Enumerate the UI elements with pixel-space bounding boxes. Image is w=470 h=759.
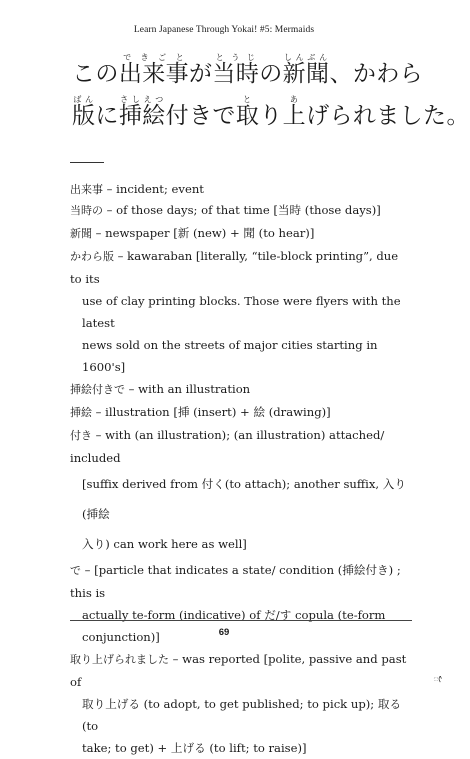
gloss-line: 挿絵 – illustration [挿 (insert) + 絵 (drawing)] [70,405,331,420]
gloss-line: 取り上げる (to adopt, to get published; to pick up); 取る (to [82,697,402,734]
gloss-line: 当時の – of those days; of that time [当時 (those days)] [70,203,381,218]
ruby-word: 挿絵さしえつ [118,95,166,129]
gloss-line: 付き – with (an illustration); (an illustration) attached/ included [70,428,385,466]
gloss-line: かわら版 – kawaraban [literally, “tile-block printing”, due to its [70,249,399,287]
gloss-line: use of clay printing blocks. Those were flyers with the latest [82,294,401,331]
sentence-text: 、かわら [329,61,424,87]
gloss-line: 出来事 – incident; event [70,182,204,196]
ruby-word: 出来事できごと [118,53,190,87]
gloss-line: で – [particle that indicates a state/ condition (挿絵付き) ; this is [70,563,401,601]
ruby-word: 上あ [282,95,307,129]
sentence-text: この [72,61,119,87]
gloss-line: 取り上げられました – was reported [polite, passive and past of [70,652,407,690]
gloss-line: [suffix derived from 付く(to attach); another suffix, 入り(挿絵 [82,477,406,522]
gloss-line: 挿絵付きで – with an illustration [70,382,251,397]
gloss-line: news sold on the streets of major cities starting in 1600's] [82,338,378,375]
example-sentence-line-1 [72,53,423,87]
ruby-word: 取と [235,95,260,129]
ruby-word: 当時とうじ [212,53,260,87]
example-sentence-line-2 [72,95,470,129]
sentence-text: が [189,61,213,87]
gloss-line: take; to get) + 上げる (to lift; to raise)] [82,741,307,756]
section-divider [70,162,104,163]
gloss-line: actually te-form (indicative) of だ/す copula (te-form [82,608,386,623]
running-header: Learn Japanese Through Yokai! #5: Mermaids [133,25,315,35]
page-number: 69 [218,627,230,638]
sentence-text: きで [189,103,236,129]
sentence-text: 付 [165,103,190,129]
gloss-line: 入り) can work here as well] [82,537,247,552]
ruby-word: 版ばん [72,95,96,129]
sentence-text: り [259,103,283,129]
gloss-line: conjunction)] [82,630,160,645]
vocabulary-glossary [70,180,412,759]
corner-mark: ᰦ [433,674,442,685]
footer-divider [70,620,412,621]
gloss-line: 新聞 – newspaper [新 (new) + 聞 (to hear)] [70,226,315,241]
ruby-word: 新聞しんぶん [282,53,330,87]
sentence-text: げられました。 [306,103,470,129]
sentence-text: の [259,61,283,87]
sentence-text: に [95,103,119,129]
